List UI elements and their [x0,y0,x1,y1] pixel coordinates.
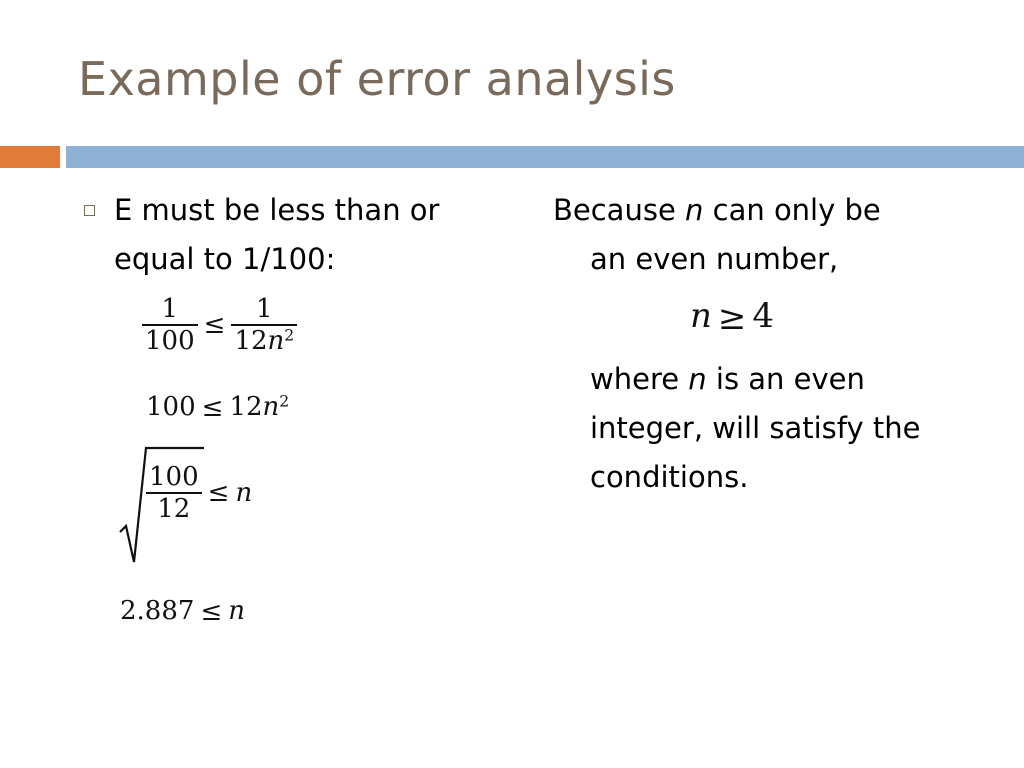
eq1-rhs-den-var: n [267,326,285,356]
eq1-rhs-numerator: 1 [231,294,297,326]
ineq-operator: ≥ [717,298,747,338]
eq1-rhs-den-exp: 2 [284,326,295,345]
eq4-lhs: 2.887 [120,596,195,626]
eq3-rhs: n [235,478,253,508]
slide-title: Example of error analysis [78,52,676,106]
equation-3 [146,462,258,524]
right-line3-var: n [688,362,707,396]
eq1-lhs-numerator: 1 [142,294,198,326]
right-text-line-4: integer, will satisfy the [590,411,921,445]
eq4-operator: ≤ [200,597,223,627]
bullet-square-icon [84,205,95,216]
right-line3-post: is an even [706,362,865,396]
eq1-lhs-fraction [142,294,198,356]
eq1-lhs-denominator: 100 [145,326,195,356]
eq1-operator: ≤ [203,310,226,340]
eq3-fraction [146,462,202,524]
accent-bar-blue [66,146,1024,168]
right-line1-var: n [685,193,704,227]
eq3-denominator: 12 [157,494,191,524]
right-line1-pre: Because [553,193,686,227]
right-line1-post: can only be [703,193,881,227]
eq2-rhs-exp: 2 [279,392,290,411]
accent-bar-orange [0,146,60,168]
eq4-rhs: n [228,596,245,626]
eq1-rhs-fraction [231,294,297,356]
inequality-n-ge-4 [690,296,774,338]
eq3-operator: ≤ [207,478,230,508]
right-text-line-2: an even number, [590,242,839,276]
ineq-var: n [690,296,712,336]
ineq-value: 4 [752,296,775,336]
right-text-line-5: conditions. [590,460,749,494]
bullet-text-line-1: E must be less than or [114,193,440,227]
eq1-rhs-den-coef: 12 [234,326,268,356]
right-text-line-1 [553,193,881,227]
equation-1 [142,294,297,356]
eq2-operator: ≤ [201,393,224,423]
eq2-rhs-var: n [262,392,280,422]
eq1-rhs-denominator [231,326,297,356]
bullet-text-line-2: equal to 1/100: [114,242,336,276]
eq3-numerator: 100 [146,462,202,494]
right-line3-pre: where [590,362,689,396]
equation-4 [120,596,245,627]
eq2-rhs-coef: 12 [229,392,263,422]
right-text-line-3 [590,362,865,396]
equation-2 [146,392,289,423]
eq2-lhs: 100 [146,392,196,422]
